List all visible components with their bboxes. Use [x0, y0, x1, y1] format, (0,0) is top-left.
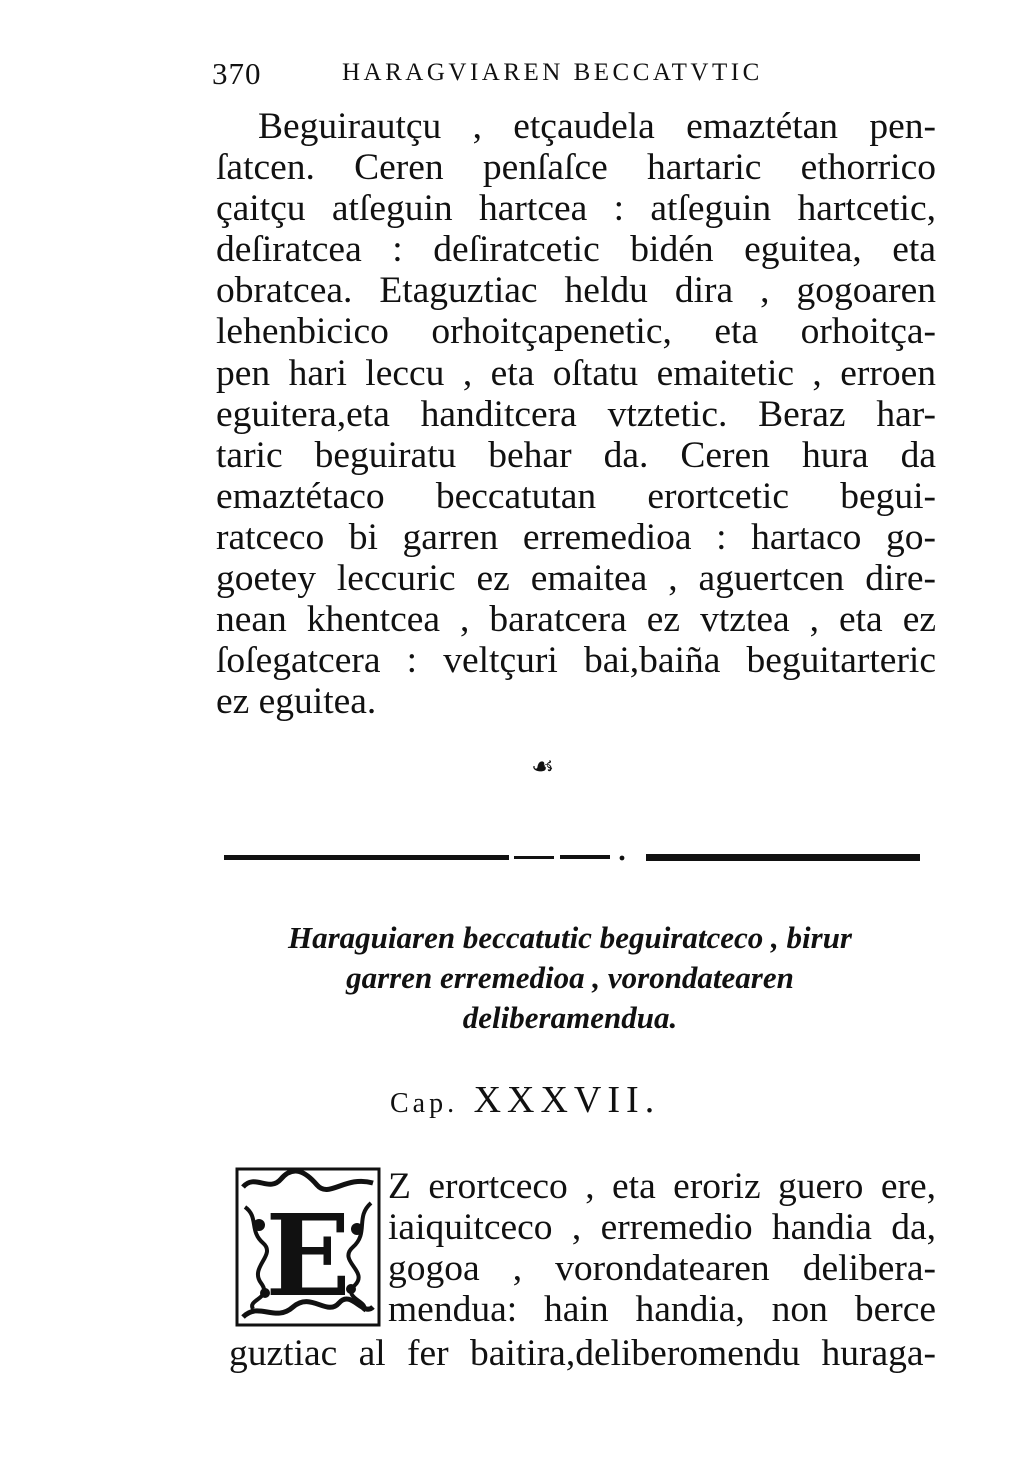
chapter-number: [390, 1078, 790, 1122]
text-line: pen hari leccu , eta oſtatu emaitetic , erroen: [216, 352, 936, 394]
text-line: Z erortceco , eta eroriz guero ere,: [388, 1166, 936, 1207]
decorative-rule: [224, 851, 920, 863]
chapter-roman-numeral: XXXVII.: [473, 1079, 661, 1121]
text-line: mendua: hain handia, non berce: [388, 1289, 936, 1331]
page-number: 370: [212, 56, 262, 91]
text-line: guztiac al fer baitira,deliberomendu huraga-: [229, 1333, 936, 1374]
chapter-cap-label: Cap.: [390, 1088, 459, 1119]
text-line: ſatcen. Ceren penſaſce hartaric ethorrico: [216, 147, 936, 189]
running-title: HARAGVIAREN BECCATVTIC: [342, 59, 763, 86]
heading-line: garren erremedioa , vorondatearen: [346, 960, 794, 995]
text-line: deſiratcea : deſiratcetic bidén eguitea, eta: [216, 229, 936, 271]
text-line: emaztétaco beccatutan erortcetic begui-: [216, 475, 936, 517]
opening-paragraph: [388, 1166, 936, 1330]
chapter-heading: [240, 918, 900, 1038]
running-head: [212, 56, 852, 96]
text-line: goetey leccuric ez emaitea , aguertcen dire-: [216, 558, 936, 600]
text-line: taric beguiratu behar da. Ceren hura da: [216, 434, 936, 476]
text-line: lehenbicico orhoitçapenetic, eta orhoitça-: [216, 311, 936, 353]
text-line: nean khentcea , baratcera ez vtztea , eta ez: [216, 599, 936, 641]
heading-line: deliberamendua.: [462, 1000, 678, 1035]
text-line: obratcea. Etaguztiac heldu dira , gogoaren: [216, 270, 936, 312]
text-line: gogoa , vorondatearen delibera-: [388, 1248, 936, 1290]
text-line: çaitçu atſeguin hartcea : atſeguin hartcetic,: [216, 188, 936, 230]
decorated-initial: [235, 1167, 381, 1327]
text-line: ſoſegatcera : veltçuri bai,baiña beguitarteric: [216, 640, 936, 682]
text-line: eguitera,eta handitcera vtztetic. Beraz har-: [216, 393, 936, 435]
fleuron-ornament: ☙: [531, 752, 555, 781]
heading-line: Haraguiaren beccatutic beguiratceco , birur: [287, 920, 852, 955]
text-line: Beguirautçu , etçaudela emaztétan pen-: [258, 106, 936, 147]
body-text: [216, 106, 936, 722]
text-line: ez eguitea.: [216, 681, 377, 723]
initial-letter: E: [265, 1191, 351, 1322]
text-line: iaiquitceco , erremedio handia da,: [388, 1207, 936, 1249]
text-line: ratceco bi garren erremedioa : hartaco go-: [216, 516, 936, 558]
